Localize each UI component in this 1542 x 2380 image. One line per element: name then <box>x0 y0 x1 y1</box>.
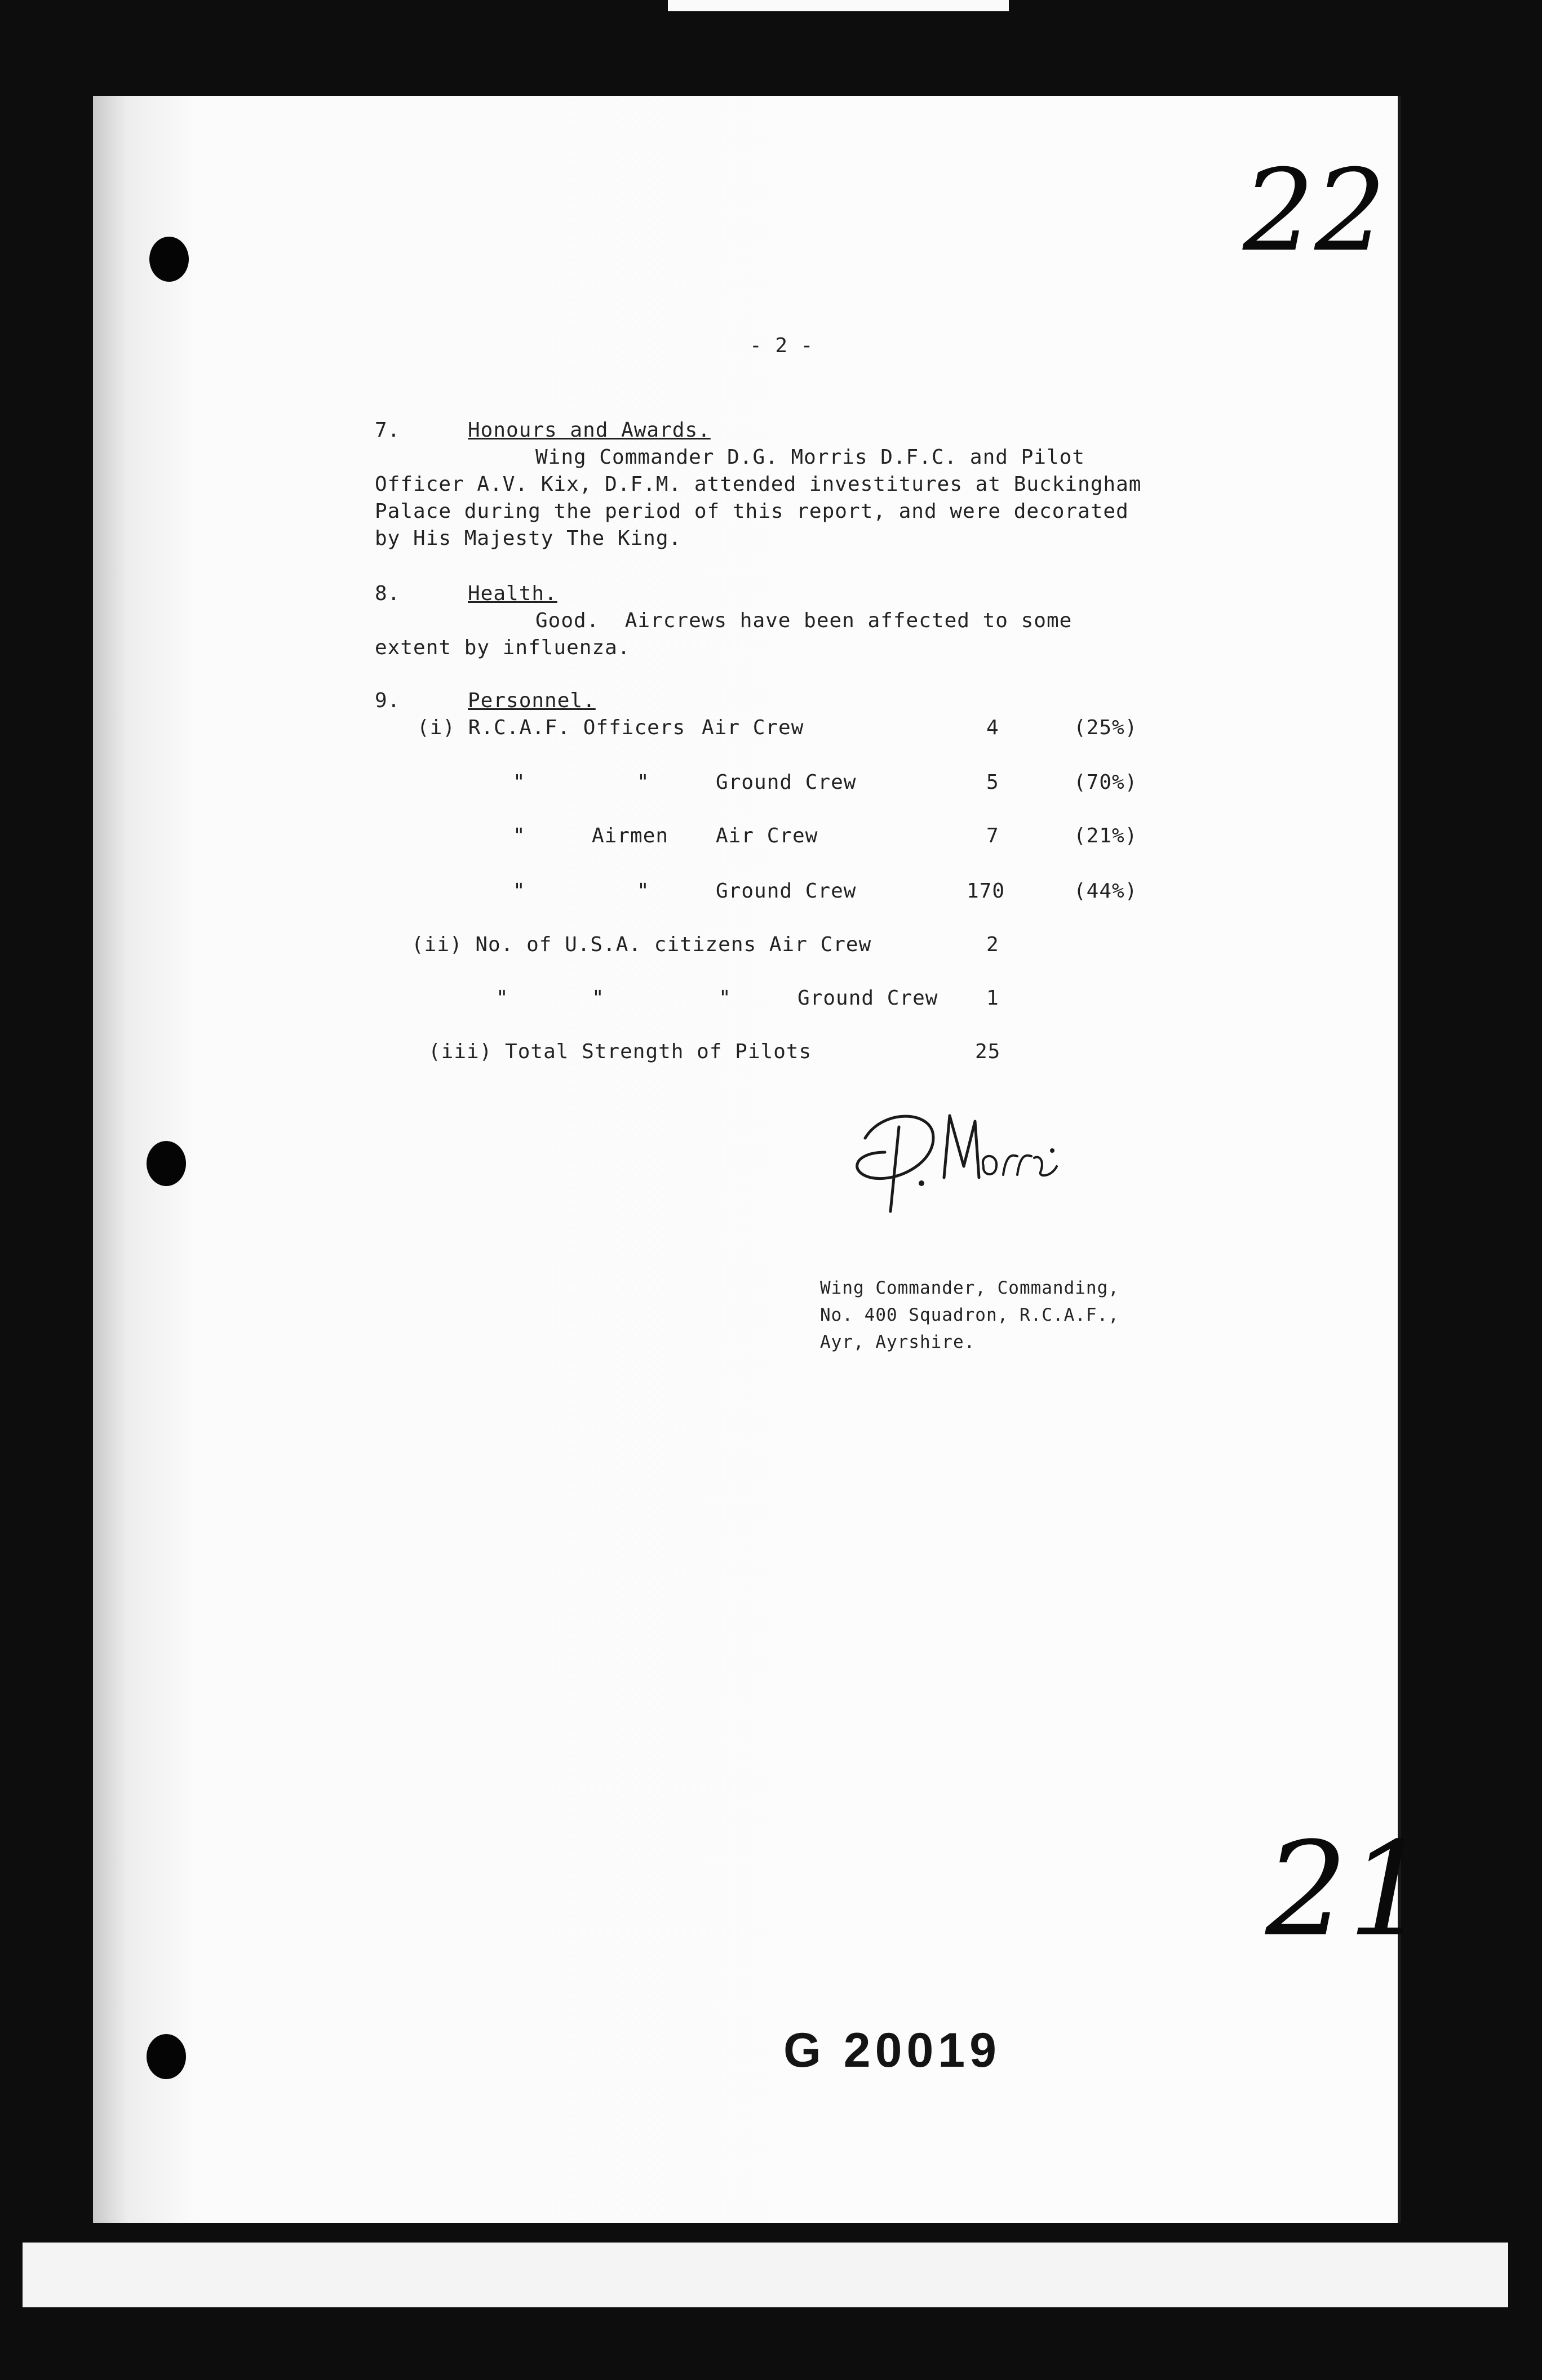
signature-line-2: No. 400 Squadron, R.C.A.F., <box>820 1305 1119 1325</box>
usa-citizens-row-2-quote-3: " <box>719 987 732 1010</box>
section8-heading: Health. <box>468 582 557 605</box>
personnel-row-4-crew: Ground Crew <box>716 880 857 903</box>
personnel-row-1-label: (i) R.C.A.F. Officers <box>417 716 686 739</box>
usa-citizens-row-2-crew: Ground Crew <box>797 987 938 1010</box>
personnel-row-2-crew: Ground Crew <box>716 771 857 794</box>
punch-hole-bottom <box>147 2034 186 2079</box>
personnel-row-1-value: 4 <box>986 716 999 739</box>
personnel-row-1-crew: Air Crew <box>702 716 804 739</box>
personnel-row-2-value: 5 <box>986 771 999 794</box>
personnel-row-2-label: " <box>513 771 526 794</box>
section9-heading: Personnel. <box>468 689 596 712</box>
usa-citizens-row-1-value: 2 <box>986 933 999 956</box>
section9-number: 9. <box>375 689 401 712</box>
personnel-row-4-sub: " <box>637 880 650 903</box>
personnel-row-2-pct: (70%) <box>1074 771 1138 794</box>
document-page <box>93 96 1430 2223</box>
punch-hole-top <box>149 237 189 282</box>
section8-line-1: Good. Aircrews have been affected to some <box>535 609 1073 632</box>
film-frame-tab <box>668 0 1009 11</box>
usa-citizens-row-2-quote-2: " <box>592 987 605 1010</box>
corner-page-number: 22 <box>1243 145 1386 277</box>
personnel-row-3-label: " <box>513 824 526 847</box>
usa-citizens-row-2-value: 1 <box>986 987 999 1010</box>
usa-citizens-row-1: (ii) No. of U.S.A. citizens Air Crew <box>411 933 872 956</box>
personnel-row-4-pct: (44%) <box>1074 880 1138 903</box>
section8-number: 8. <box>375 582 401 605</box>
section7-line-2: Officer A.V. Kix, D.F.M. attended investitures at Buckingham <box>375 473 1142 496</box>
section7-line-3: Palace during the period of this report, and were decorated <box>375 500 1129 523</box>
personnel-row-2-sub: " <box>637 771 650 794</box>
total-pilots-row: (iii) Total Strength of Pilots <box>428 1040 812 1063</box>
section7-line-4: by His Majesty The King. <box>375 527 682 550</box>
personnel-row-4-value: 170 <box>967 880 1005 903</box>
personnel-row-3-pct: (21%) <box>1074 824 1138 847</box>
personnel-row-1-pct: (25%) <box>1074 716 1138 739</box>
section7-heading: Honours and Awards. <box>468 419 711 442</box>
personnel-row-3-value: 7 <box>986 824 999 847</box>
signature-line-1: Wing Commander, Commanding, <box>820 1278 1119 1298</box>
archive-stamp: G 20019 <box>783 2023 1001 2077</box>
section8-line-2: extent by influenza. <box>375 636 631 659</box>
personnel-row-3-sub: Airmen <box>592 824 669 847</box>
film-frame-strip <box>23 2243 1508 2307</box>
signature-line-3: Ayr, Ayrshire. <box>820 1332 976 1352</box>
personnel-row-3-crew: Air Crew <box>716 824 818 847</box>
section7-number: 7. <box>375 419 401 442</box>
personnel-row-4-label: " <box>513 880 526 903</box>
punch-hole-middle <box>147 1141 186 1186</box>
signature-image <box>831 1099 1085 1217</box>
total-pilots-value: 25 <box>975 1040 1001 1063</box>
bottom-handwritten-number: 21 <box>1265 1815 1430 1965</box>
usa-citizens-row-2-quote-1: " <box>496 987 509 1010</box>
page-marker: - 2 - <box>750 334 814 357</box>
section7-line-1: Wing Commander D.G. Morris D.F.C. and Pilot <box>535 446 1085 469</box>
